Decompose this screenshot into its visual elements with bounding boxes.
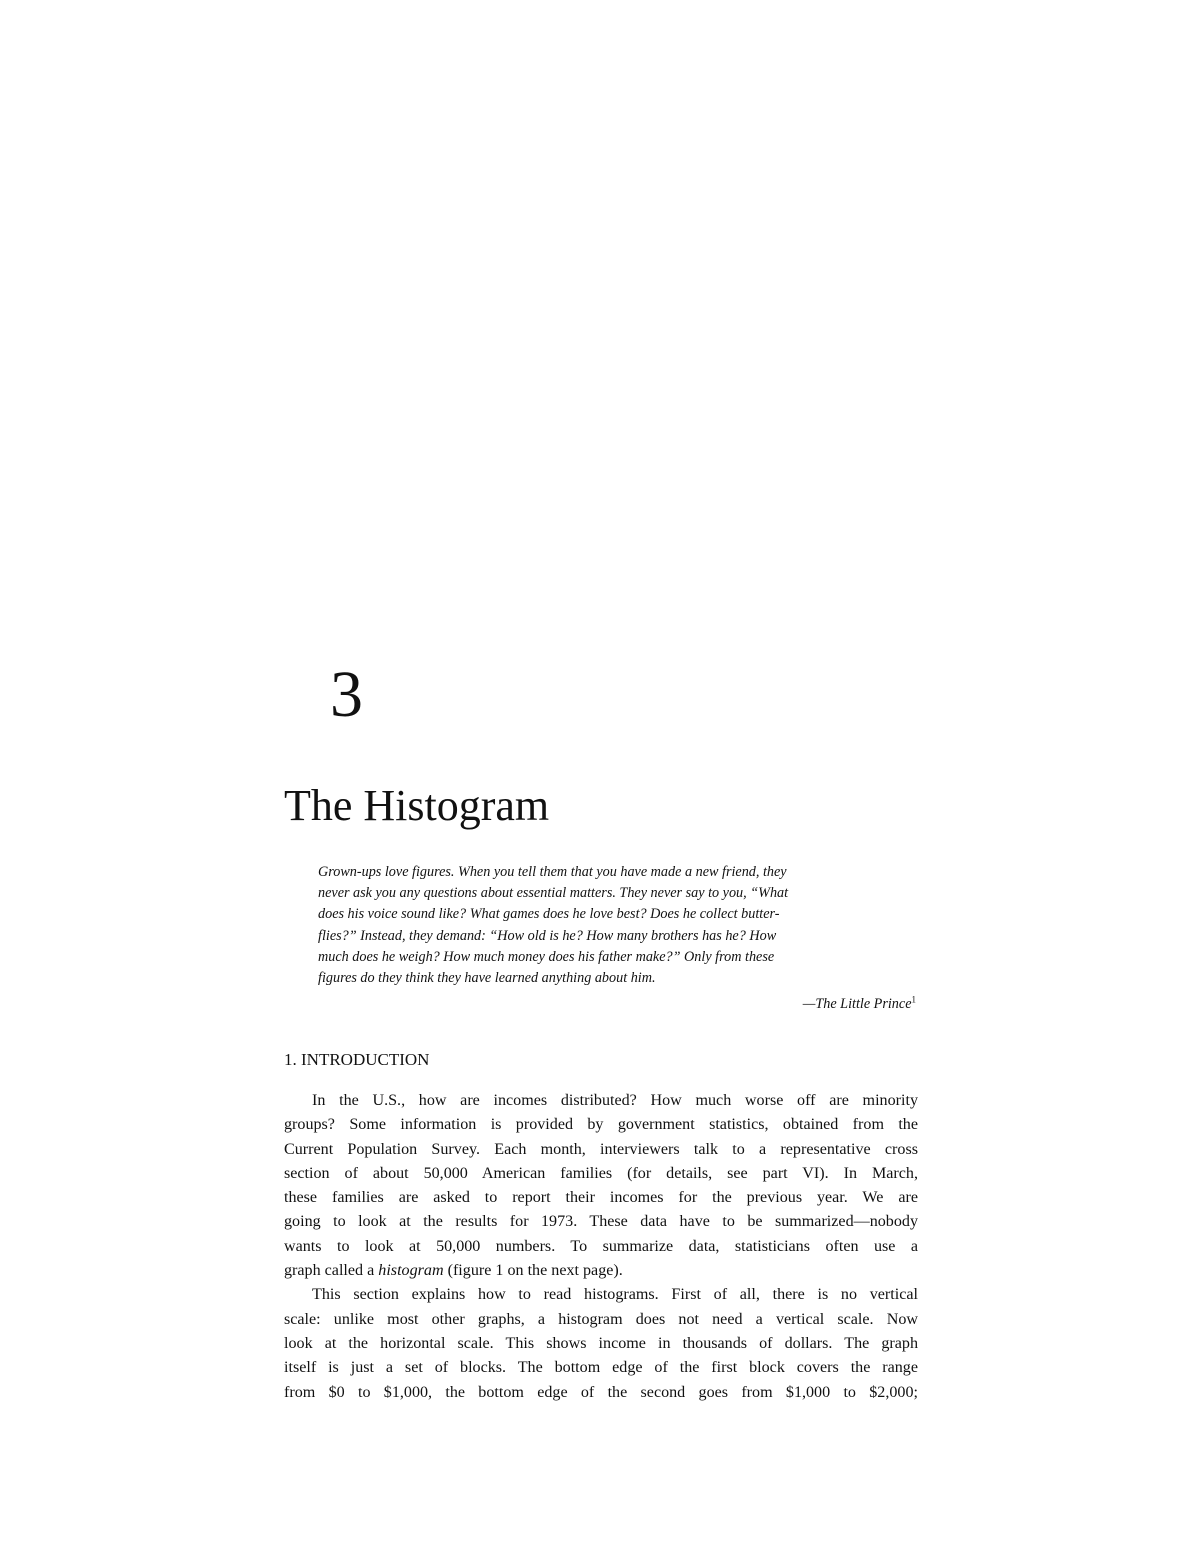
paragraph-line: groups? Some information is provided by government statistics, obtained from the bbox=[284, 1116, 918, 1134]
paragraph-line: scale: unlike most other graphs, a histogram does not need a vertical scale. Now bbox=[284, 1310, 918, 1328]
paragraph-line: This section explains how to read histograms. First of all, there is no vertical bbox=[312, 1286, 918, 1304]
epigraph-line: flies?” Instead, they demand: “How old is he? How many brothers has he? How bbox=[318, 927, 777, 944]
paragraph-line: In the U.S., how are incomes distributed? How much worse off are minority bbox=[312, 1092, 918, 1109]
paragraph-line bbox=[284, 1259, 918, 1283]
epigraph-line: does his voice sound like? What games does he love best? Does he collect butter- bbox=[318, 906, 780, 923]
epigraph-line: never ask you any questions about essential matters. They never say to you, “What bbox=[318, 885, 789, 902]
paragraph-line: Current Population Survey. Each month, interviewers talk to a representative cross bbox=[284, 1140, 918, 1158]
paragraph-line: going to look at the results for 1973. These data have to be summarized—nobody bbox=[284, 1213, 918, 1231]
footnote-mark: 1 bbox=[911, 994, 916, 1005]
epigraph bbox=[318, 862, 916, 1015]
histogram-term: histogram bbox=[378, 1262, 444, 1280]
paragraph-line: from $0 to $1,000, the bottom edge of the second goes from $1,000 to $2,000; bbox=[284, 1383, 918, 1401]
epigraph-attribution bbox=[318, 994, 916, 1015]
text-run: (figure 1 on the next page). bbox=[443, 1262, 623, 1280]
paragraph-line: look at the horizontal scale. This shows income in thousands of dollars. The graph bbox=[284, 1334, 918, 1352]
paragraph-line: wants to look at 50,000 numbers. To summarize data, statisticians often use a bbox=[284, 1237, 918, 1255]
chapter-number: 3 bbox=[330, 658, 363, 731]
text-run: graph called a bbox=[284, 1262, 379, 1280]
body-text bbox=[284, 1089, 918, 1405]
paragraph-line: section of about 50,000 American families (for details, see part VI). In March, bbox=[284, 1164, 918, 1182]
section-heading: 1. INTRODUCTION bbox=[284, 1050, 430, 1069]
paragraph-line: these families are asked to report their incomes for the previous year. We are bbox=[284, 1189, 918, 1207]
epigraph-line: much does he weigh? How much money does his father make?” Only from these bbox=[318, 948, 775, 965]
attribution-text: —The Little Prince bbox=[802, 996, 912, 1013]
paragraph-line: itself is just a set of blocks. The bottom edge of the first block covers the range bbox=[284, 1359, 918, 1377]
epigraph-line: Grown-ups love figures. When you tell them that you have made a new friend, they bbox=[318, 864, 787, 880]
epigraph-line: figures do they think they have learned anything about him. bbox=[318, 970, 656, 987]
chapter-title: The Histogram bbox=[284, 781, 550, 830]
